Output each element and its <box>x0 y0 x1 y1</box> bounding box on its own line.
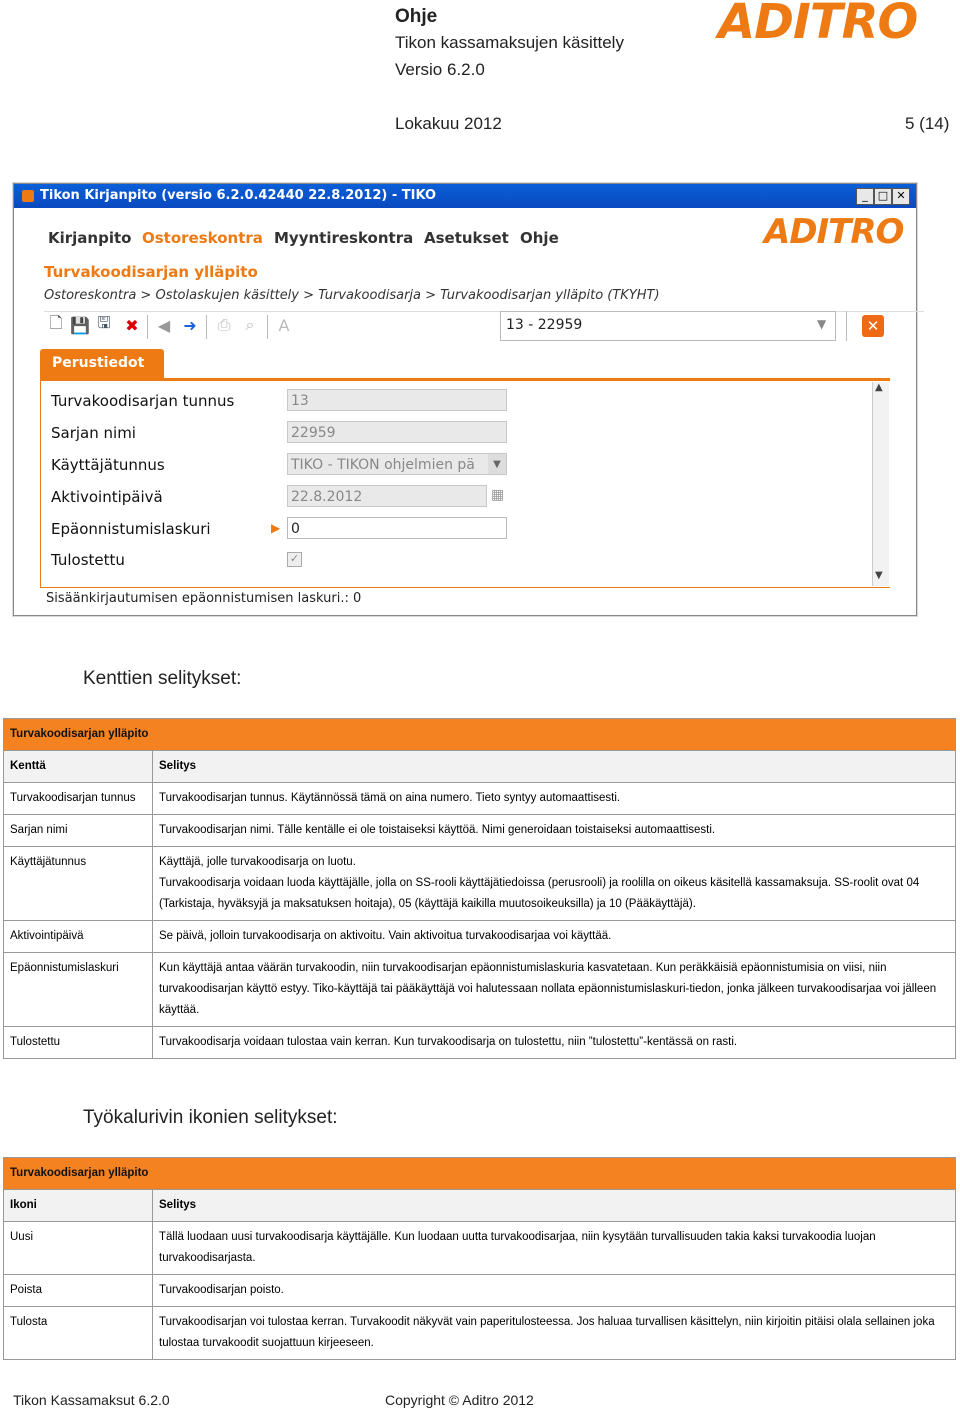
table-row <box>4 1307 956 1360</box>
field-sarjan-nimi[interactable]: 22959 <box>287 421 507 443</box>
app-window <box>13 183 917 616</box>
menu-ostoreskontra[interactable]: Ostoreskontra <box>142 229 263 247</box>
column-header-selitys: Selitys <box>153 1190 956 1222</box>
new-document-icon[interactable]: 🗋 <box>49 312 63 332</box>
table-row <box>4 783 956 815</box>
tab-perustiedot-label: Perustiedot <box>52 355 145 371</box>
fields-table <box>3 718 956 1059</box>
table-cell: Turvakoodisarjan nimi. Tälle kentälle ei ole toistaiseksi käyttöä. Nimi generoidaan toistaiseksi automaattisesti. <box>153 815 956 847</box>
field-turvakoodisarjan-tunnus[interactable]: 13 <box>287 389 507 411</box>
table-cell: Poista <box>4 1275 153 1307</box>
label-aktivointipaiva: Aktivointipäivä <box>51 488 163 506</box>
current-row-arrow-icon: ▶ <box>271 521 281 535</box>
save-as-icon[interactable]: 🖫 <box>97 312 111 332</box>
toolbar-separator <box>206 315 207 339</box>
table-cell: Turvakoodisarjan voi tulostaa kerran. Turvakoodit näkyvät vain paperitulosteessa. Jos haluaa turvallisen käsittelyn, niin kirjoitin pitäisi olala sellainen joka tulostaa turvakoodit suojattuun kirjeeseen. <box>153 1307 956 1360</box>
page-title: Turvakoodisarjan ylläpito <box>44 263 258 281</box>
field-epaonnistumislaskuri[interactable]: 0 <box>287 517 507 539</box>
table-cell: Kun käyttäjä antaa väärän turvakoodin, niin turvakoodisarjan epäonnistumislaskuria kasvatetaan. Kun peräkkäisiä epäonnistumisia on viisi, niin turvakoodisarjan käyttö estyy. Tiko-käyttäjä tai pääkäyttäjä voi halutessaan nollata epäonnistumislaskuri-tiedon, jonka jälkeen turvakoodisarjaa voi jälleen käyttää. <box>153 953 956 1027</box>
table-header-row <box>4 1190 956 1222</box>
menu-asetukset[interactable]: Asetukset <box>424 229 509 247</box>
aditro-logo: ADITRO <box>718 0 918 50</box>
search-icon[interactable]: ⌕ <box>245 315 255 334</box>
field-kayttajatunnus[interactable] <box>287 453 507 475</box>
table-cell: Aktivointipäivä <box>4 921 153 953</box>
tab-perustiedot[interactable] <box>40 349 164 379</box>
print-icon[interactable]: ⎙ <box>217 315 231 334</box>
record-selector[interactable] <box>500 311 836 341</box>
table-row <box>4 1027 956 1059</box>
doc-page-number: 5 (14) <box>905 114 950 133</box>
table-cell: Uusi <box>4 1222 153 1275</box>
toolbar-separator <box>846 311 847 341</box>
menu-kirjanpito[interactable]: Kirjanpito <box>48 229 132 247</box>
doc-date: Lokakuu 2012 <box>395 114 502 133</box>
section-heading-fields: Kenttien selitykset: <box>83 668 242 689</box>
column-header-kentta: Kenttä <box>4 751 153 783</box>
table-title: Turvakoodisarjan ylläpito <box>4 719 956 751</box>
column-header-ikoni: Ikoni <box>4 1190 153 1222</box>
chevron-down-icon[interactable]: ▼ <box>488 454 506 474</box>
table-cell: Se päivä, jolloin turvakoodisarja on aktivoitu. Vain aktivoitua turvakoodisarjaa voi käyttää. <box>153 921 956 953</box>
field-kayttajatunnus-value: TIKO - TIKON ohjelmien pä <box>291 457 475 473</box>
table-cell: Käyttäjä, jolle turvakoodisarja on luotu. Turvakoodisarja voidaan luoda käyttäjälle, jolla on SS-rooli käyttäjätiedoissa (perusrooli) ja roolilla on oikeus käsitellä kassamaksuja. SS-roolit ovat 04 (Tarkistaja, hyväksyjä ja maksatuksen hoitaja), 05 (käyttäjä kaikilla muutosoikeuksilla) ja 10 (Pääkäyttäjä). <box>153 847 956 921</box>
back-arrow-icon[interactable]: ◀ <box>157 315 171 335</box>
doc-title: Ohje <box>395 6 438 27</box>
status-bar-text: Sisäänkirjautumisen epäonnistumisen laskuri.: 0 <box>46 591 362 606</box>
table-title-row <box>4 1158 956 1190</box>
table-row <box>4 1222 956 1275</box>
column-header-selitys: Selitys <box>153 751 956 783</box>
toolbar-icons-table <box>3 1157 956 1360</box>
scroll-down-icon[interactable]: ▼ <box>875 570 883 581</box>
scroll-up-icon[interactable]: ▲ <box>875 382 883 393</box>
label-tulostettu: Tulostettu <box>51 551 125 569</box>
toolbar-separator <box>147 315 148 339</box>
table-cell: Turvakoodisarjan tunnus. Käytännössä tämä on aina numero. Tieto syntyy automaattisesti. <box>153 783 956 815</box>
table-cell: Turvakoodisarja voidaan tulostaa vain kerran. Kun turvakoodisarja on tulostettu, niin ”tulostettu”-kentässä on rasti. <box>153 1027 956 1059</box>
breadcrumb[interactable]: Ostoreskontra > Ostolaskujen käsittely > Turvakoodisarja > Turvakoodisarjan ylläpito (TKYHT) <box>44 288 660 303</box>
label-kayttajatunnus: Käyttäjätunnus <box>51 456 165 474</box>
window-titlebar <box>14 184 916 208</box>
footer-copyright: Copyright © Aditro 2012 <box>385 1392 534 1408</box>
toolbar-separator <box>267 315 268 339</box>
label-sarjan-nimi: Sarjan nimi <box>51 424 136 442</box>
table-header-row <box>4 751 956 783</box>
section-heading-toolbar-icons: Työkalurivin ikonien selitykset: <box>83 1107 338 1128</box>
table-title-row <box>4 719 956 751</box>
footer-product: Tikon Kassamaksut 6.2.0 <box>13 1392 170 1408</box>
chevron-down-icon: ▼ <box>817 317 827 331</box>
record-selector-value: 13 - 22959 <box>506 317 583 333</box>
table-cell: Turvakoodisarjan poisto. <box>153 1275 956 1307</box>
save-icon[interactable]: 💾 <box>70 315 90 335</box>
maximize-icon[interactable]: □ <box>874 188 892 205</box>
field-tulostettu-checkbox[interactable]: ✓ <box>287 552 302 567</box>
menu-myyntireskontra[interactable]: Myyntireskontra <box>274 229 414 247</box>
label-epaonnistumislaskuri: Epäonnistumislaskuri <box>51 520 211 538</box>
doc-subtitle: Tikon kassamaksujen käsittely <box>395 33 624 52</box>
table-cell: Käyttäjätunnus <box>4 847 153 921</box>
calendar-icon[interactable]: ▦ <box>491 487 505 503</box>
table-row <box>4 921 956 953</box>
app-aditro-logo: ADITRO <box>764 212 904 252</box>
table-row <box>4 815 956 847</box>
table-cell: Turvakoodisarjan tunnus <box>4 783 153 815</box>
window-title: Tikon Kirjanpito (versio 6.2.0.42440 22.8.2012) - TIKO <box>40 188 437 203</box>
menu-ohje[interactable]: Ohje <box>520 229 559 247</box>
close-view-icon[interactable]: ✕ <box>862 315 884 337</box>
table-cell: Sarjan nimi <box>4 815 153 847</box>
table-row <box>4 1275 956 1307</box>
font-icon[interactable]: A <box>278 315 290 335</box>
table-row <box>4 847 956 921</box>
table-cell: Tällä luodaan uusi turvakoodisarja käyttäjälle. Kun luodaan uutta turvakoodisarjaa, niin kysytään turvallisuuden takia kaksi turvakoodia luojan turvakoodisarjasta. <box>153 1222 956 1275</box>
table-title: Turvakoodisarjan ylläpito <box>4 1158 956 1190</box>
table-row <box>4 953 956 1027</box>
field-aktivointipaiva[interactable]: 22.8.2012 <box>287 485 487 507</box>
vertical-scrollbar[interactable] <box>872 382 889 586</box>
table-cell: Epäonnistumislaskuri <box>4 953 153 1027</box>
table-cell: Tulostettu <box>4 1027 153 1059</box>
doc-version: Versio 6.2.0 <box>395 60 485 79</box>
table-cell: Tulosta <box>4 1307 153 1360</box>
close-icon[interactable]: ✕ <box>892 188 910 205</box>
app-icon <box>22 190 34 202</box>
minimize-icon[interactable]: _ <box>856 188 874 205</box>
label-turvakoodisarjan-tunnus: Turvakoodisarjan tunnus <box>51 392 235 410</box>
delete-icon[interactable]: ✖ <box>125 315 139 335</box>
forward-arrow-icon[interactable]: ➜ <box>183 315 197 335</box>
